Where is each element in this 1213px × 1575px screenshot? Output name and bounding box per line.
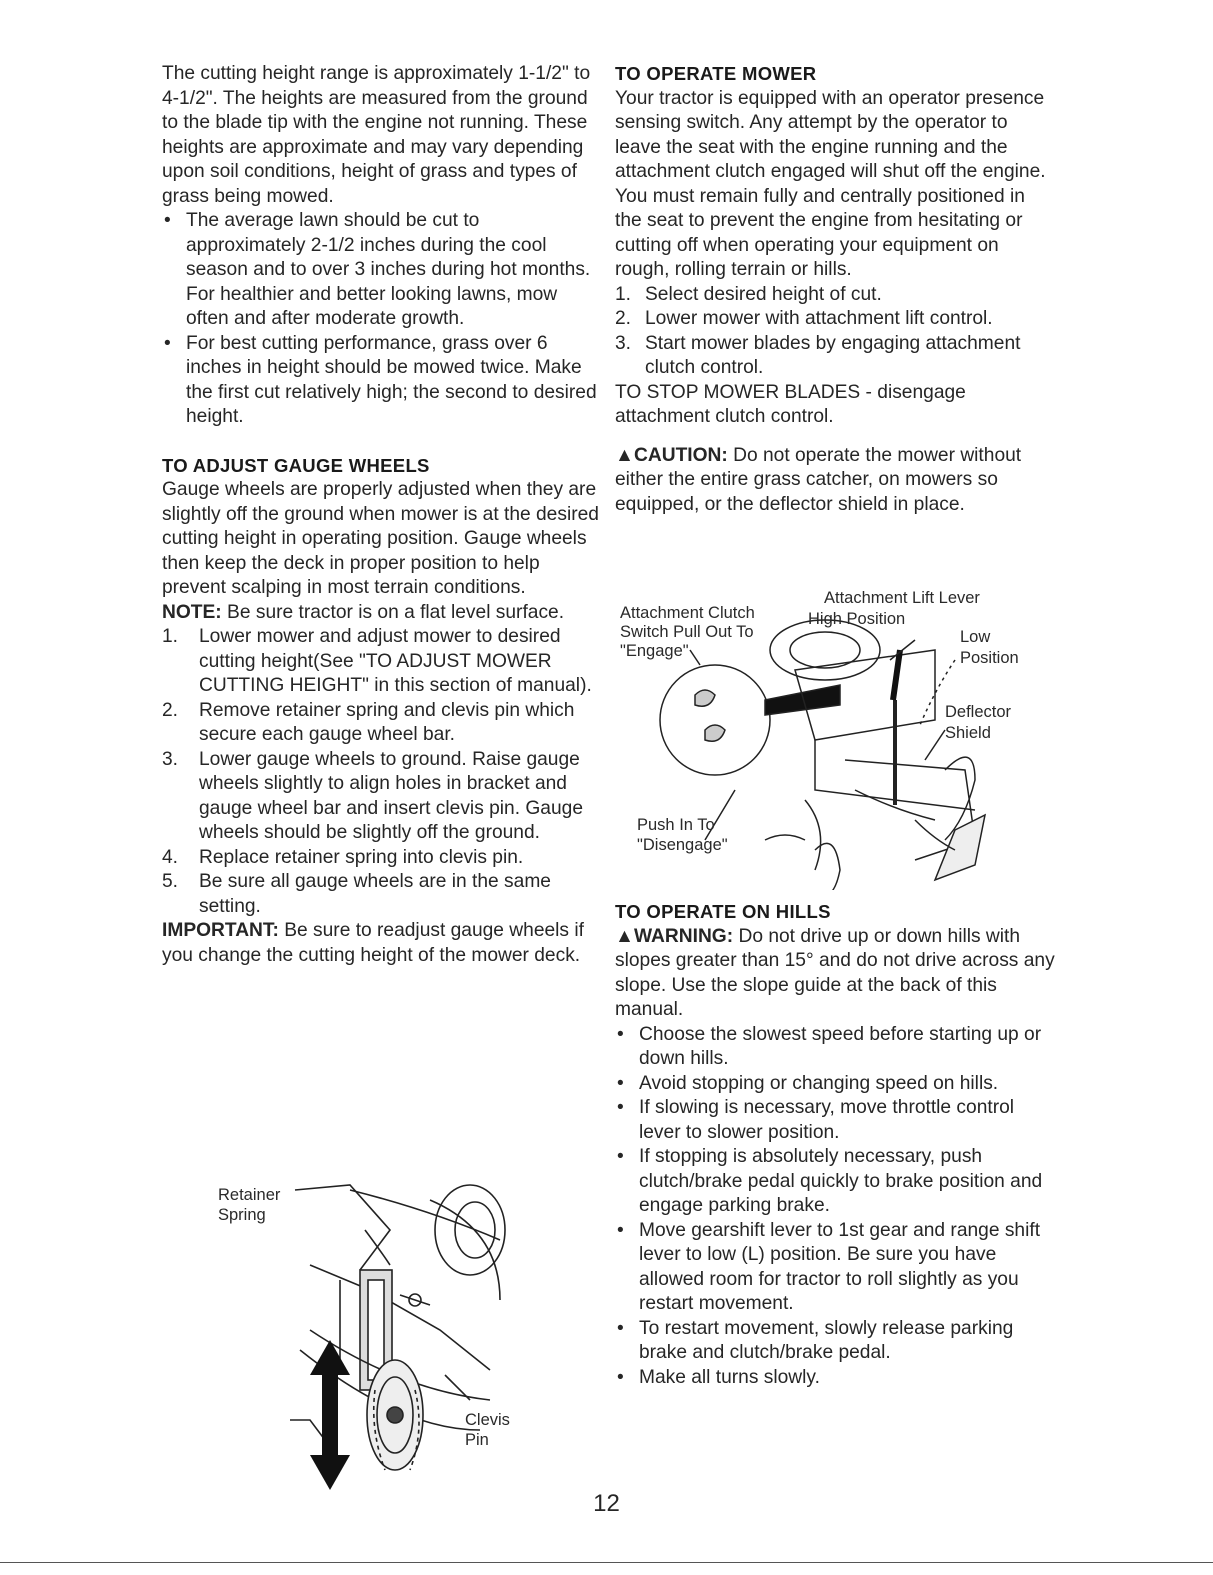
bullet-item	[615, 1023, 1055, 1072]
bullet-text: Choose the slowest speed before starting up or down hills.	[639, 1023, 1042, 1069]
step-number: 5.	[162, 871, 179, 892]
warning-triangle-icon: ▲	[615, 444, 634, 466]
step-text: Lower mower and adjust mower to desired cutting height(See "TO ADJUST MOWER CUTTING HEIGHT" in this section of manual).	[199, 626, 592, 696]
lift-lever-label: Attachment Lift Lever	[824, 589, 980, 607]
step-item	[615, 332, 1055, 381]
bullet-icon: •	[617, 1146, 624, 1167]
bullet-item	[615, 1145, 1055, 1219]
step-text: Lower mower with attachment lift control.	[645, 308, 993, 329]
step-number: 1.	[615, 283, 632, 305]
step-item	[162, 699, 602, 748]
step-text: Be sure all gauge wheels are in the same setting.	[199, 871, 551, 917]
warning-note	[615, 925, 1055, 1023]
bullet-text: To restart movement, slowly release parking brake and clutch/brake pedal.	[639, 1317, 1014, 1363]
step-item	[162, 625, 602, 699]
left-column	[162, 62, 602, 968]
bullet-icon: •	[164, 210, 171, 231]
important-label: IMPORTANT:	[162, 920, 279, 941]
bullet-text: Make all turns slowly.	[639, 1366, 820, 1388]
bullet-icon: •	[617, 1219, 624, 1241]
bullet-item	[615, 1366, 1055, 1391]
bullet-text: For best cutting performance, grass over 6 inches in height should be mowed twice. Make the first cut relatively high; the second to desired height.	[186, 332, 597, 427]
step-number: 2.	[162, 699, 179, 721]
bullet-item	[162, 209, 602, 332]
caution-label: ▲CAUTION:	[615, 444, 728, 466]
important-note	[162, 919, 602, 968]
cutting-height-intro: The cutting height range is approximately 1-1/2" to 4-1/2". The heights are measured from the ground to the blade tip with the engine not running. These heights are approximate and may vary depending upon soil conditions, height of grass and types of grass being mowed.	[162, 63, 591, 207]
step-number: 1.	[162, 626, 179, 647]
high-position-label: High Position	[808, 610, 906, 628]
warning-label: ▲WARNING:	[615, 925, 734, 947]
bullet-icon: •	[617, 1023, 624, 1045]
right-column-bottom	[615, 900, 1055, 1390]
page-number: 12	[593, 1490, 620, 1517]
step-text: Select desired height of cut.	[645, 283, 882, 305]
operate-hills-heading: TO OPERATE ON HILLS	[615, 901, 831, 922]
step-number: 4.	[162, 846, 179, 868]
step-item	[615, 307, 1055, 332]
step-number: 3.	[615, 332, 632, 354]
bottom-rule	[0, 1562, 1213, 1563]
caution-text: Do not operate the mower without either the entire grass catcher, on mowers so equipped, or the deflector shield in place.	[615, 444, 1022, 515]
step-text: Remove retainer spring and clevis pin which secure each gauge wheel bar.	[199, 699, 575, 745]
bullet-item	[615, 1219, 1055, 1317]
push-disengage-label: Push In To "Disengage"	[637, 816, 728, 854]
bullet-icon: •	[164, 332, 171, 354]
warning-triangle-icon: ▲	[615, 925, 634, 947]
step-item	[162, 846, 602, 871]
bullet-icon: •	[617, 1072, 624, 1094]
important-text: Be sure to readjust gauge wheels if you change the cutting height of the mower deck.	[162, 920, 584, 966]
caution-note	[615, 444, 1055, 518]
deflector-shield-label: Deflector Shield	[945, 703, 1012, 742]
note	[162, 601, 602, 626]
bullet-icon: •	[617, 1097, 624, 1118]
bullet-item	[615, 1072, 1055, 1097]
clevis-pin-label: Clevis Pin	[465, 1411, 510, 1449]
step-item	[615, 283, 1055, 308]
warning-text: Do not drive up or down hills with slopes greater than 15° and do not drive across any slope. Use the slope guide at the back of this manual.	[615, 925, 1055, 1020]
operate-mower-intro: Your tractor is equipped with an operator presence sensing switch. Any attempt by the operator to leave the seat with the engine running and the attachment clutch engaged will shut off the engine. You must remain fully and centrally positioned in the seat to prevent the engine from hesitating or cutting off when operating your equipment on rough, rolling terrain or hills.	[615, 87, 1046, 280]
bullet-text: If stopping is absolutely necessary, push clutch/brake pedal quickly to brake position and engage parking brake.	[639, 1146, 1043, 1216]
step-text: Start mower blades by engaging attachment clutch control.	[645, 332, 1021, 378]
operate-mower-heading: TO OPERATE MOWER	[615, 63, 817, 84]
bullet-item	[615, 1096, 1055, 1145]
gauge-wheels-intro: Gauge wheels are properly adjusted when they are slightly off the ground when mower is at the desired cutting height in operating position. Gauge wheels then keep the deck in proper position to help prevent scalping in most terrain conditions.	[162, 479, 599, 598]
step-item	[162, 748, 602, 846]
step-number: 3.	[162, 748, 179, 770]
step-number: 2.	[615, 308, 632, 329]
step-text: Lower gauge wheels to ground. Raise gauge wheels slightly to align holes in bracket and gauge wheel bar and insert clevis pin. Gauge wheels should be slightly off the ground.	[199, 748, 583, 843]
low-position-label: Low Position	[960, 628, 1019, 667]
right-column-top	[615, 62, 1055, 517]
bullet-text: Avoid stopping or changing speed on hills.	[639, 1072, 999, 1094]
clutch-switch-label: Attachment Clutch Switch Pull Out To "Engage"	[620, 604, 755, 660]
bullet-icon: •	[617, 1366, 624, 1388]
stop-mower-blades: TO STOP MOWER BLADES - disengage attachment clutch control.	[615, 381, 966, 427]
bullet-icon: •	[617, 1317, 624, 1339]
bullet-item	[162, 332, 602, 430]
bullet-text: If slowing is necessary, move throttle control lever to slower position.	[639, 1097, 1015, 1143]
gauge-wheels-heading: TO ADJUST GAUGE WHEELS	[162, 454, 430, 476]
note-text: Be sure tractor is on a flat level surface.	[227, 601, 565, 623]
bullet-item	[615, 1317, 1055, 1366]
bullet-text: Move gearshift lever to 1st gear and range shift lever to low (L) position. Be sure you have allowed room for tractor to roll slightly as you restart movement.	[639, 1219, 1041, 1314]
note-label: NOTE:	[162, 601, 222, 623]
retainer-spring-label: Retainer Spring	[218, 1186, 281, 1224]
step-item	[162, 870, 602, 919]
step-text: Replace retainer spring into clevis pin.	[199, 846, 524, 868]
bullet-text: The average lawn should be cut to approximately 2-1/2 inches during the cool season and to over 3 inches during hot months. For healthier and better looking lawns, mow often and after moderate growth.	[186, 210, 591, 329]
